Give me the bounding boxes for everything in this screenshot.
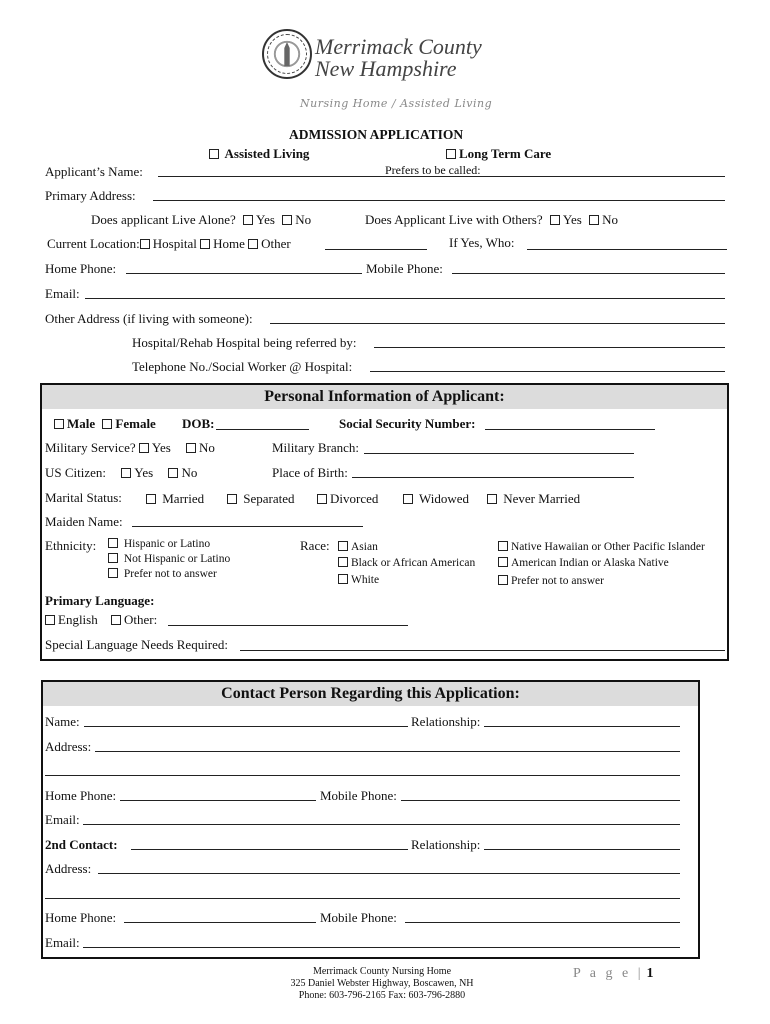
home-phone-label: Home Phone: <box>45 261 117 276</box>
hawaiian-label: Native Hawaiian or Other Pacific Islander <box>511 541 705 553</box>
race-label: Race: <box>300 538 330 553</box>
not-hispanic-checkbox[interactable] <box>108 553 118 563</box>
asian-checkbox[interactable] <box>338 541 348 551</box>
footer-line-3: Phone: 603-796-2165 Fax: 603-796-2880 <box>298 990 466 1001</box>
primary-address-label: Primary Address: <box>45 188 136 203</box>
page-number-value: 1 <box>646 966 654 981</box>
contact-person-heading: Contact Person Regarding this Application: <box>43 682 698 706</box>
not-hispanic-label: Not Hispanic or Latino <box>123 553 231 565</box>
second-contact-label: 2nd Contact: <box>45 837 118 852</box>
military-service-row <box>45 441 215 454</box>
married-checkbox[interactable] <box>146 494 156 504</box>
contact-name-field[interactable] <box>84 726 408 727</box>
never-married-option[interactable] <box>487 492 580 505</box>
if-yes-who-label: If Yes, Who: <box>449 235 515 250</box>
assisted-living-label: Assisted Living <box>224 146 310 161</box>
citizen-no-checkbox[interactable] <box>168 468 178 478</box>
second-mobile-phone-field[interactable] <box>405 922 680 923</box>
maiden-name-label: Maiden Name: <box>45 514 123 529</box>
female-label: Female <box>115 416 156 431</box>
second-address-field[interactable] <box>98 873 680 874</box>
us-citizen-row <box>45 466 197 479</box>
ethnicity-prefer-not-option[interactable] <box>108 568 217 581</box>
dob-label: DOB: <box>182 416 215 431</box>
divorced-checkbox[interactable] <box>317 494 327 504</box>
other-address-field[interactable] <box>270 323 725 324</box>
current-location-label: Current Location: <box>47 236 140 251</box>
separated-option[interactable] <box>227 492 295 505</box>
military-no-checkbox[interactable] <box>186 443 196 453</box>
rehab-hospital-label: Hospital/Rehab Hospital being referred by: <box>132 335 357 350</box>
place-of-birth-label: Place of Birth: <box>272 465 348 480</box>
second-home-phone-label: Home Phone: <box>45 910 117 925</box>
second-email-label: Email: <box>45 935 80 950</box>
live-others-yes-checkbox[interactable] <box>550 215 560 225</box>
citizen-no-label: No <box>181 465 198 480</box>
ssn-label: Social Security Number: <box>339 416 476 431</box>
hawaiian-option[interactable] <box>498 541 705 554</box>
contact-email-field[interactable] <box>83 824 680 825</box>
contact-email-label: Email: <box>45 812 80 827</box>
hawaiian-checkbox[interactable] <box>498 541 508 551</box>
second-relationship-field[interactable] <box>484 849 680 850</box>
asian-option[interactable] <box>338 541 378 554</box>
citizen-yes-label: Yes <box>134 465 154 480</box>
prefers-called-label: Prefers to be called: <box>385 163 481 177</box>
rehab-hospital-field[interactable] <box>374 347 725 348</box>
military-branch-label: Military Branch: <box>272 440 360 455</box>
military-service-label: Military Service? <box>45 440 136 455</box>
contact-home-phone-field[interactable] <box>120 800 316 801</box>
live-alone-no-label: No <box>295 212 312 227</box>
if-yes-who-field[interactable] <box>527 249 727 250</box>
logo-tagline: Nursing Home / Assisted Living <box>300 97 493 110</box>
social-worker-telephone-label: Telephone No./Social Worker @ Hospital: <box>132 359 353 374</box>
second-address-line-2[interactable] <box>45 898 680 899</box>
race-prefer-not-label: Prefer not to answer <box>511 575 604 587</box>
ethnicity-prefer-not-label: Prefer not to answer <box>123 568 217 580</box>
contact-name-label: Name: <box>45 714 80 729</box>
logo-line-1: Merrimack County <box>315 34 482 59</box>
white-option[interactable] <box>338 574 379 587</box>
other-location-label: Other <box>261 236 291 251</box>
hispanic-checkbox[interactable] <box>108 538 118 548</box>
military-yes-label: Yes <box>151 440 171 455</box>
us-citizen-label: US Citizen: <box>45 465 107 480</box>
contact-address-label: Address: <box>45 739 92 754</box>
second-home-phone-field[interactable] <box>124 922 316 923</box>
live-alone-yes-checkbox[interactable] <box>243 215 253 225</box>
female-checkbox[interactable] <box>102 419 112 429</box>
mobile-phone-field[interactable] <box>452 273 725 274</box>
separated-label: Separated <box>243 491 295 506</box>
home-checkbox[interactable] <box>200 239 210 249</box>
live-others-yes-label: Yes <box>562 212 582 227</box>
maiden-name-field[interactable] <box>132 526 363 527</box>
second-mobile-phone-label: Mobile Phone: <box>320 910 397 925</box>
other-language-checkbox[interactable] <box>111 615 121 625</box>
second-address-label: Address: <box>45 861 92 876</box>
long-term-care-label: Long Term Care <box>459 146 552 161</box>
contact-address-line-2[interactable] <box>45 775 680 776</box>
dob-field[interactable] <box>216 429 309 430</box>
black-checkbox[interactable] <box>338 557 348 567</box>
live-alone-label: Does applicant Live Alone? <box>91 212 236 227</box>
live-others-question <box>365 213 618 226</box>
hospital-checkbox[interactable] <box>140 239 150 249</box>
other-location-checkbox[interactable] <box>248 239 258 249</box>
contact-home-phone-label: Home Phone: <box>45 788 117 803</box>
footer-line-2: 325 Daniel Webster Highway, Boscawen, NH <box>290 978 474 989</box>
special-language-field[interactable] <box>240 650 725 651</box>
other-location-field[interactable] <box>325 249 427 250</box>
separated-checkbox[interactable] <box>227 494 237 504</box>
asian-label: Asian <box>351 541 378 553</box>
footer-address <box>262 966 502 1002</box>
second-email-field[interactable] <box>83 947 680 948</box>
ssn-field[interactable] <box>485 429 655 430</box>
marital-status-label: Marital Status: <box>45 490 122 505</box>
ethnicity-prefer-not-checkbox[interactable] <box>108 568 118 578</box>
military-branch-field[interactable] <box>364 453 634 454</box>
never-married-checkbox[interactable] <box>487 494 497 504</box>
contact-relationship-field[interactable] <box>484 726 680 727</box>
military-yes-checkbox[interactable] <box>139 443 149 453</box>
sex-row <box>54 417 156 430</box>
hispanic-label: Hispanic or Latino <box>123 538 211 550</box>
email-label: Email: <box>45 286 80 301</box>
page-number <box>573 966 654 982</box>
primary-language-label: Primary Language: <box>45 593 155 608</box>
race-prefer-not-checkbox[interactable] <box>498 575 508 585</box>
citizen-yes-checkbox[interactable] <box>121 468 131 478</box>
second-relationship-label: Relationship: <box>411 837 481 852</box>
live-alone-yes-label: Yes <box>256 212 275 227</box>
contact-mobile-phone-label: Mobile Phone: <box>320 788 397 803</box>
live-alone-question <box>91 213 311 226</box>
hispanic-option[interactable] <box>108 538 210 551</box>
assisted-living-option[interactable] <box>209 147 309 160</box>
male-checkbox[interactable] <box>54 419 64 429</box>
logo-line-2: New Hampshire <box>315 56 457 81</box>
other-address-label: Other Address (if living with someone): <box>45 311 253 326</box>
divorced-option[interactable] <box>317 492 378 505</box>
current-location-row <box>47 237 291 250</box>
white-label: White <box>351 574 380 586</box>
ethnicity-label: Ethnicity: <box>45 538 97 553</box>
black-label: Black or African American <box>351 557 476 569</box>
special-language-label: Special Language Needs Required: <box>45 637 229 652</box>
widowed-checkbox[interactable] <box>403 494 413 504</box>
english-label: English <box>58 612 98 627</box>
primary-address-field[interactable] <box>153 200 725 201</box>
live-alone-no-checkbox[interactable] <box>282 215 292 225</box>
contact-relationship-label: Relationship: <box>411 714 481 729</box>
not-hispanic-option[interactable] <box>108 553 230 566</box>
long-term-care-option[interactable] <box>446 147 551 160</box>
black-option[interactable] <box>338 557 475 570</box>
never-married-label: Never Married <box>503 491 581 506</box>
personal-information-heading: Personal Information of Applicant: <box>42 385 727 409</box>
widowed-option[interactable] <box>403 492 469 505</box>
mobile-phone-label: Mobile Phone: <box>366 261 443 276</box>
english-checkbox[interactable] <box>45 615 55 625</box>
assisted-living-checkbox[interactable] <box>209 149 219 159</box>
other-language-field[interactable] <box>168 625 408 626</box>
social-worker-telephone-field[interactable] <box>370 371 725 372</box>
county-seal-logo <box>262 29 312 79</box>
american-indian-checkbox[interactable] <box>498 557 508 567</box>
other-language-label: Other: <box>123 612 158 627</box>
widowed-label: Widowed <box>419 491 470 506</box>
contact-mobile-phone-field[interactable] <box>401 800 680 801</box>
footer-line-1: Merrimack County Nursing Home <box>312 966 452 977</box>
military-no-label: No <box>199 440 215 455</box>
white-checkbox[interactable] <box>338 574 348 584</box>
contact-address-field[interactable] <box>95 751 680 752</box>
email-field[interactable] <box>85 298 725 299</box>
married-option[interactable] <box>146 492 204 505</box>
american-indian-label: American Indian or Alaska Native <box>511 557 669 569</box>
page-number-label: P a g e | <box>573 966 644 981</box>
married-label: Married <box>162 491 205 506</box>
american-indian-option[interactable] <box>498 557 669 570</box>
page-title: ADMISSION APPLICATION <box>289 127 464 142</box>
home-phone-field[interactable] <box>126 273 362 274</box>
home-label: Home <box>213 236 245 251</box>
race-prefer-not-option[interactable] <box>498 575 604 588</box>
second-contact-name-field[interactable] <box>131 849 408 850</box>
long-term-care-checkbox[interactable] <box>446 149 456 159</box>
hospital-label: Hospital <box>152 236 197 251</box>
divorced-label: Divorced <box>330 491 379 506</box>
applicant-name-label: Applicant’s Name: <box>45 164 143 179</box>
male-label: Male <box>67 416 96 431</box>
language-options-row <box>45 613 157 626</box>
place-of-birth-field[interactable] <box>352 477 634 478</box>
live-others-no-checkbox[interactable] <box>589 215 599 225</box>
live-others-label: Does Applicant Live with Others? <box>365 212 543 227</box>
live-others-no-label: No <box>602 212 618 227</box>
